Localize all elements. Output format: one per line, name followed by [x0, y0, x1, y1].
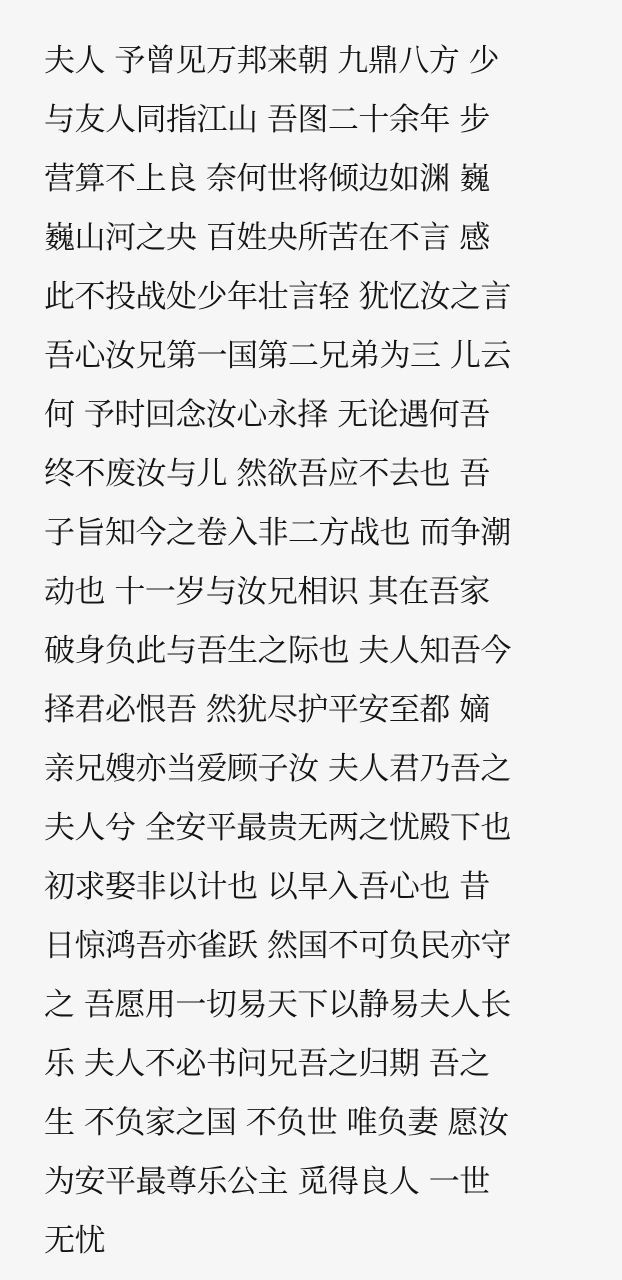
text-line: 此不投战处少年壮言轻 犹忆汝之言: [44, 279, 511, 315]
text-line: 择君必恨吾 然犹尽护平安至都 嫡: [44, 692, 490, 728]
handwritten-letter: [44, 32, 584, 1271]
text-line: 终不废汝与儿 然欲吾应不去也 吾: [44, 456, 490, 492]
text-line: 营算不上良 奈何世将倾边如渊 巍: [44, 161, 490, 197]
text-line: 无忧: [44, 1223, 105, 1259]
text-line: 何 予时回念汝心永择 无论遇何吾: [44, 397, 490, 433]
text-line: 子旨知今之卷入非二方战也 而争潮: [44, 515, 511, 551]
text-line: 吾心汝兄第一国第二兄弟为三 儿云: [44, 338, 511, 374]
text-line: 初求娶非以计也 以早入吾心也 昔: [44, 869, 490, 905]
text-line: 与友人同指江山 吾图二十余年 步: [44, 102, 490, 138]
text-line: 夫人 予曾见万邦来朝 九鼎八方 少: [44, 43, 500, 79]
text-line: 乐 夫人不必书问兄吾之归期 吾之: [44, 1046, 490, 1082]
text-line: 亲兄嫂亦当爱顾子汝 夫人君乃吾之: [44, 751, 511, 787]
text-line: 生 不负家之国 不负世 唯负妻 愿汝: [44, 1105, 509, 1141]
text-line: 破身负此与吾生之际也 夫人知吾今: [44, 633, 511, 669]
text-line: 为安平最尊乐公主 觅得良人 一世: [44, 1164, 490, 1200]
text-line: 动也 十一岁与汝兄相识 其在吾家: [44, 574, 490, 610]
text-line: 巍山河之央 百姓央所苦在不言 感: [44, 220, 490, 256]
text-line: 日惊鸿吾亦雀跃 然国不可负民亦守: [44, 928, 511, 964]
text-line: 夫人兮 全安平最贵无两之忧殿下也: [44, 810, 511, 846]
text-line: 之 吾愿用一切易天下以静易夫人长: [44, 987, 511, 1023]
